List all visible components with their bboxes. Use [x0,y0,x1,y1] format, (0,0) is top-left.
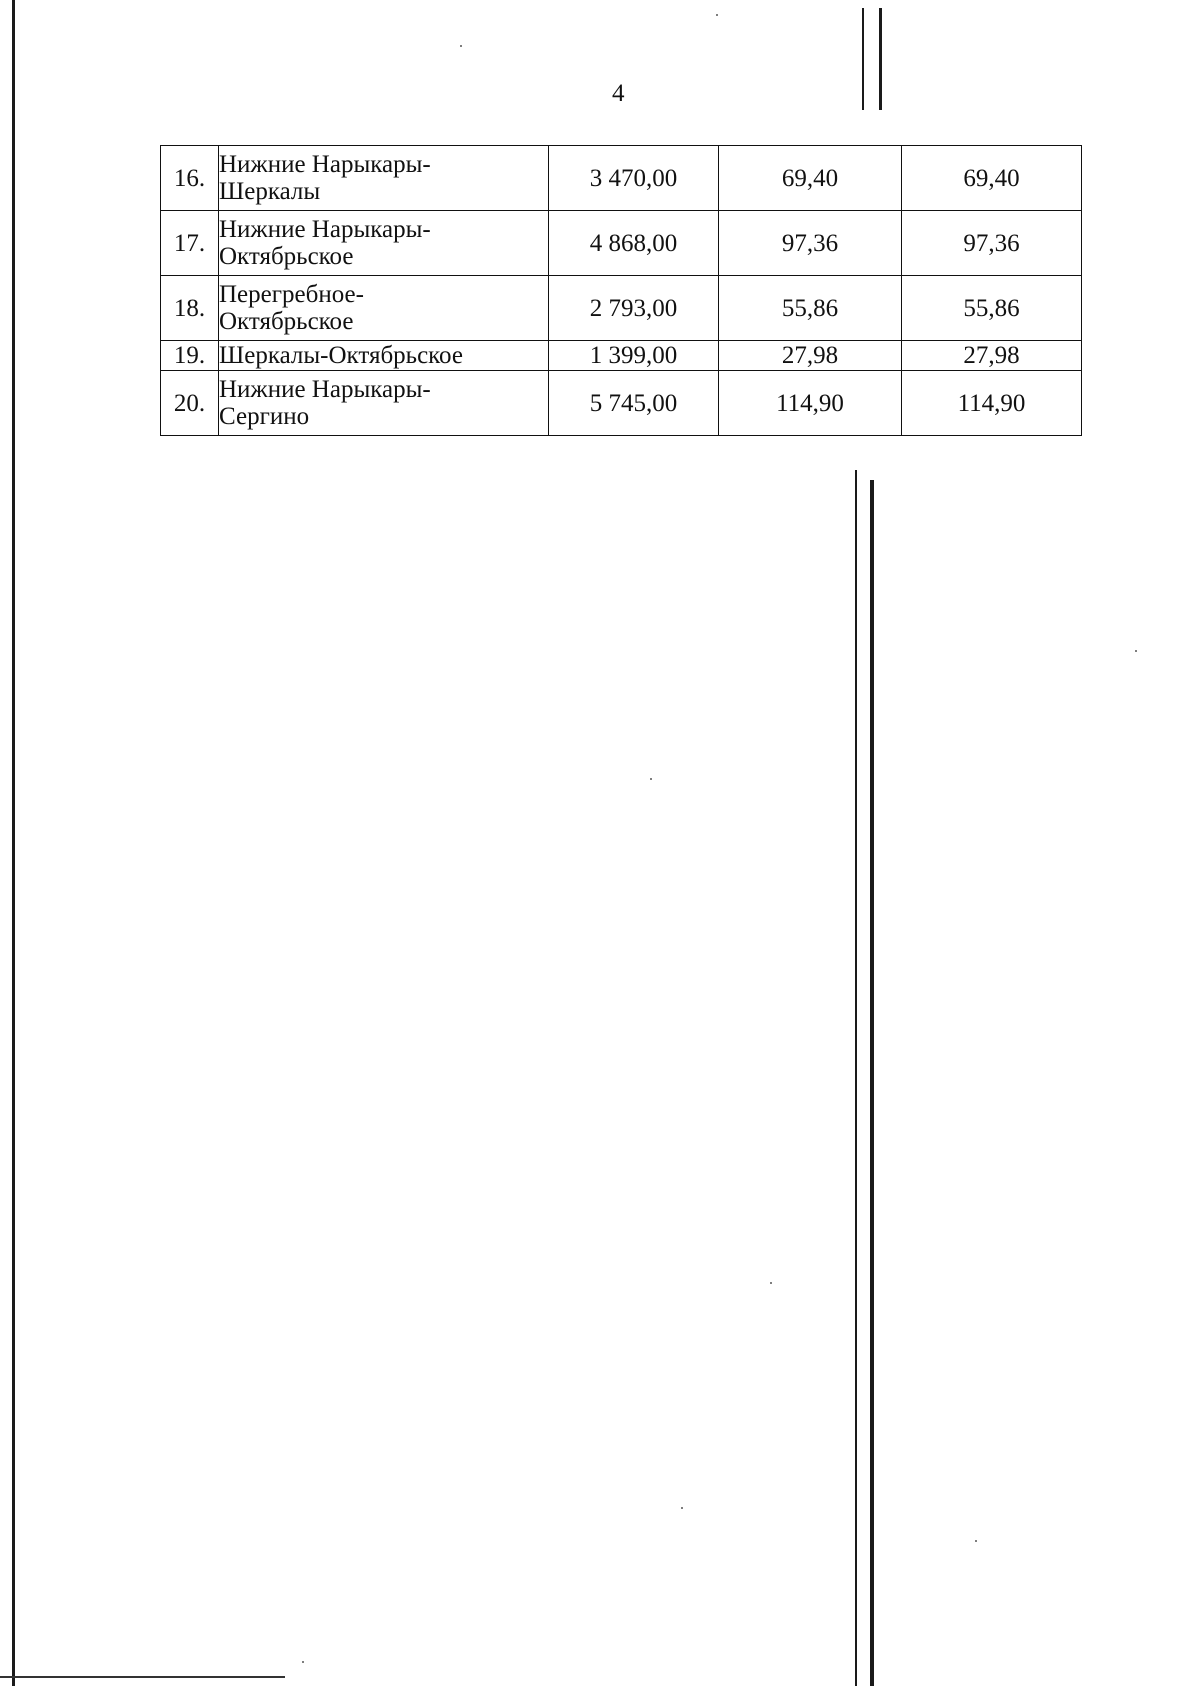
value-cell: 2 793,00 [549,276,719,341]
value-cell: 55,86 [719,276,902,341]
row-number: 20. [161,371,219,436]
value-cell: 69,40 [902,146,1082,211]
table-row [161,276,1082,341]
scan-speck [1135,650,1137,652]
table-row [161,341,1082,371]
route-name-line: Октябрьское [219,308,354,335]
route-name [219,276,549,341]
value-cell: 97,36 [719,211,902,276]
value-cell: 27,98 [719,341,902,371]
route-name-line: Перегребное- [219,281,364,308]
route-name: Шеркалы-Октябрьское [219,341,549,371]
route-name-line: Нижние Нарыкары- [219,216,431,243]
value-cell: 114,90 [719,371,902,436]
scan-speck [650,778,652,780]
scan-line-top-a [862,8,864,110]
table-row [161,371,1082,436]
route-name [219,146,549,211]
route-name-line: Шеркалы [219,178,321,205]
value-cell: 114,90 [902,371,1082,436]
row-number: 17. [161,211,219,276]
row-number: 16. [161,146,219,211]
route-name [219,371,549,436]
row-number: 18. [161,276,219,341]
value-cell: 27,98 [902,341,1082,371]
scan-speck [460,45,462,47]
value-cell: 55,86 [902,276,1082,341]
scan-edge-bottom [0,1676,285,1678]
value-cell: 97,36 [902,211,1082,276]
scan-speck [681,1507,683,1509]
route-name-line: Нижние Нарыкары- [219,376,431,403]
scan-speck [975,1540,977,1542]
route-name-line: Сергино [219,403,310,430]
page-number: 4 [612,80,625,107]
scan-speck [716,14,718,16]
routes-table [160,145,1082,436]
scan-edge-left [12,0,15,1686]
table-row [161,146,1082,211]
route-name [219,211,549,276]
table-row [161,211,1082,276]
value-cell: 5 745,00 [549,371,719,436]
scan-line-lower-a [855,470,857,1686]
route-name-line: Нижние Нарыкары- [219,151,431,178]
value-cell: 4 868,00 [549,211,719,276]
scan-speck [302,1661,304,1663]
value-cell: 1 399,00 [549,341,719,371]
scan-speck [770,1282,772,1284]
value-cell: 69,40 [719,146,902,211]
scan-line-top-b [879,8,882,110]
scan-line-lower-b [870,480,874,1686]
route-name-line: Октябрьское [219,243,354,270]
value-cell: 3 470,00 [549,146,719,211]
row-number: 19. [161,341,219,371]
